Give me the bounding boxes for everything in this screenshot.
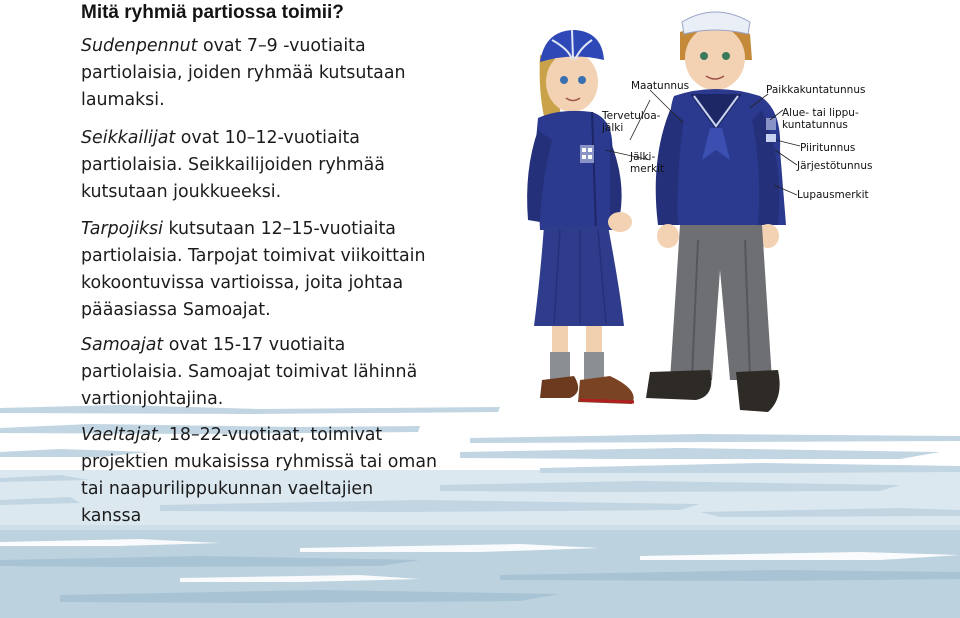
text-span: ovat 10–12-vuotiaita	[175, 128, 360, 148]
text-line: kutsutaan joukkueeksi.	[81, 182, 282, 202]
text-line	[81, 33, 406, 60]
text-span: kutsutaan 12–15-vuotiaita	[162, 219, 396, 239]
text-span: ovat 7–9 -vuotiaita	[197, 36, 366, 56]
text-line	[81, 332, 417, 359]
text-line: kanssa	[81, 506, 142, 526]
text-line	[81, 422, 437, 449]
label-alue-lippukuntatunnus: Alue- tai lippu- kuntatunnus	[782, 107, 859, 131]
group-name: Samoajat	[81, 335, 164, 355]
text-line: vartionjohtajina.	[81, 389, 224, 409]
group-name: Vaeltajat,	[81, 425, 164, 445]
paragraph-seikkailijat	[81, 125, 385, 206]
text-line: tai naapurilippukunnan vaeltajien	[81, 479, 374, 499]
scout-uniform-illustration	[500, 0, 960, 420]
paragraph-vaeltajat	[81, 422, 437, 530]
text-line: projektien mukaisissa ryhmissä tai oman	[81, 452, 437, 472]
text-line: partiolaisia. Tarpojat toimivat viikoittain	[81, 246, 426, 266]
text-line: partiolaisia. Seikkailijoiden ryhmää	[81, 155, 385, 175]
text-line	[81, 216, 426, 243]
label-jalkimerkit: Jälki- merkit	[630, 151, 665, 175]
text-span: ovat 15-17 vuotiaita	[163, 335, 346, 355]
text-line: kokoontuvissa vartioissa, joita johtaa	[81, 273, 404, 293]
text-span: 18–22-vuotiaat, toimivat	[163, 425, 383, 445]
group-name: Tarpojiksi	[81, 219, 163, 239]
text-line: partiolaisia. Samoajat toimivat lähinnä	[81, 362, 418, 382]
label-paikkakuntatunnus: Paikkakuntatunnus	[766, 84, 866, 96]
label-tervetuloa-jalki: Tervetuloa- jälki	[602, 110, 661, 134]
paragraph-samoajat	[81, 332, 417, 413]
girl-scout-figure	[527, 30, 634, 404]
text-line: pääasiassa Samoajat.	[81, 300, 271, 320]
label-piiritunnus: Piiritunnus	[800, 142, 856, 154]
label-maatunnus: Maatunnus	[631, 80, 690, 92]
scouts-drawing	[500, 0, 960, 420]
paragraph-tarpojat	[81, 216, 426, 324]
text-line: laumaksi.	[81, 90, 165, 110]
label-lupausmerkit: Lupausmerkit	[797, 189, 869, 201]
page-title: Mitä ryhmiä partiossa toimii?	[81, 2, 344, 23]
group-name: Sudenpennut	[81, 36, 198, 56]
paragraph-sudenpennut	[81, 33, 406, 114]
text-line: partiolaisia, joiden ryhmää kutsutaan	[81, 63, 406, 83]
label-jarjestotunnus: Järjestötunnus	[797, 160, 873, 172]
text-line	[81, 125, 385, 152]
group-name: Seikkailijat	[81, 128, 176, 148]
boy-scout-figure	[646, 12, 786, 412]
